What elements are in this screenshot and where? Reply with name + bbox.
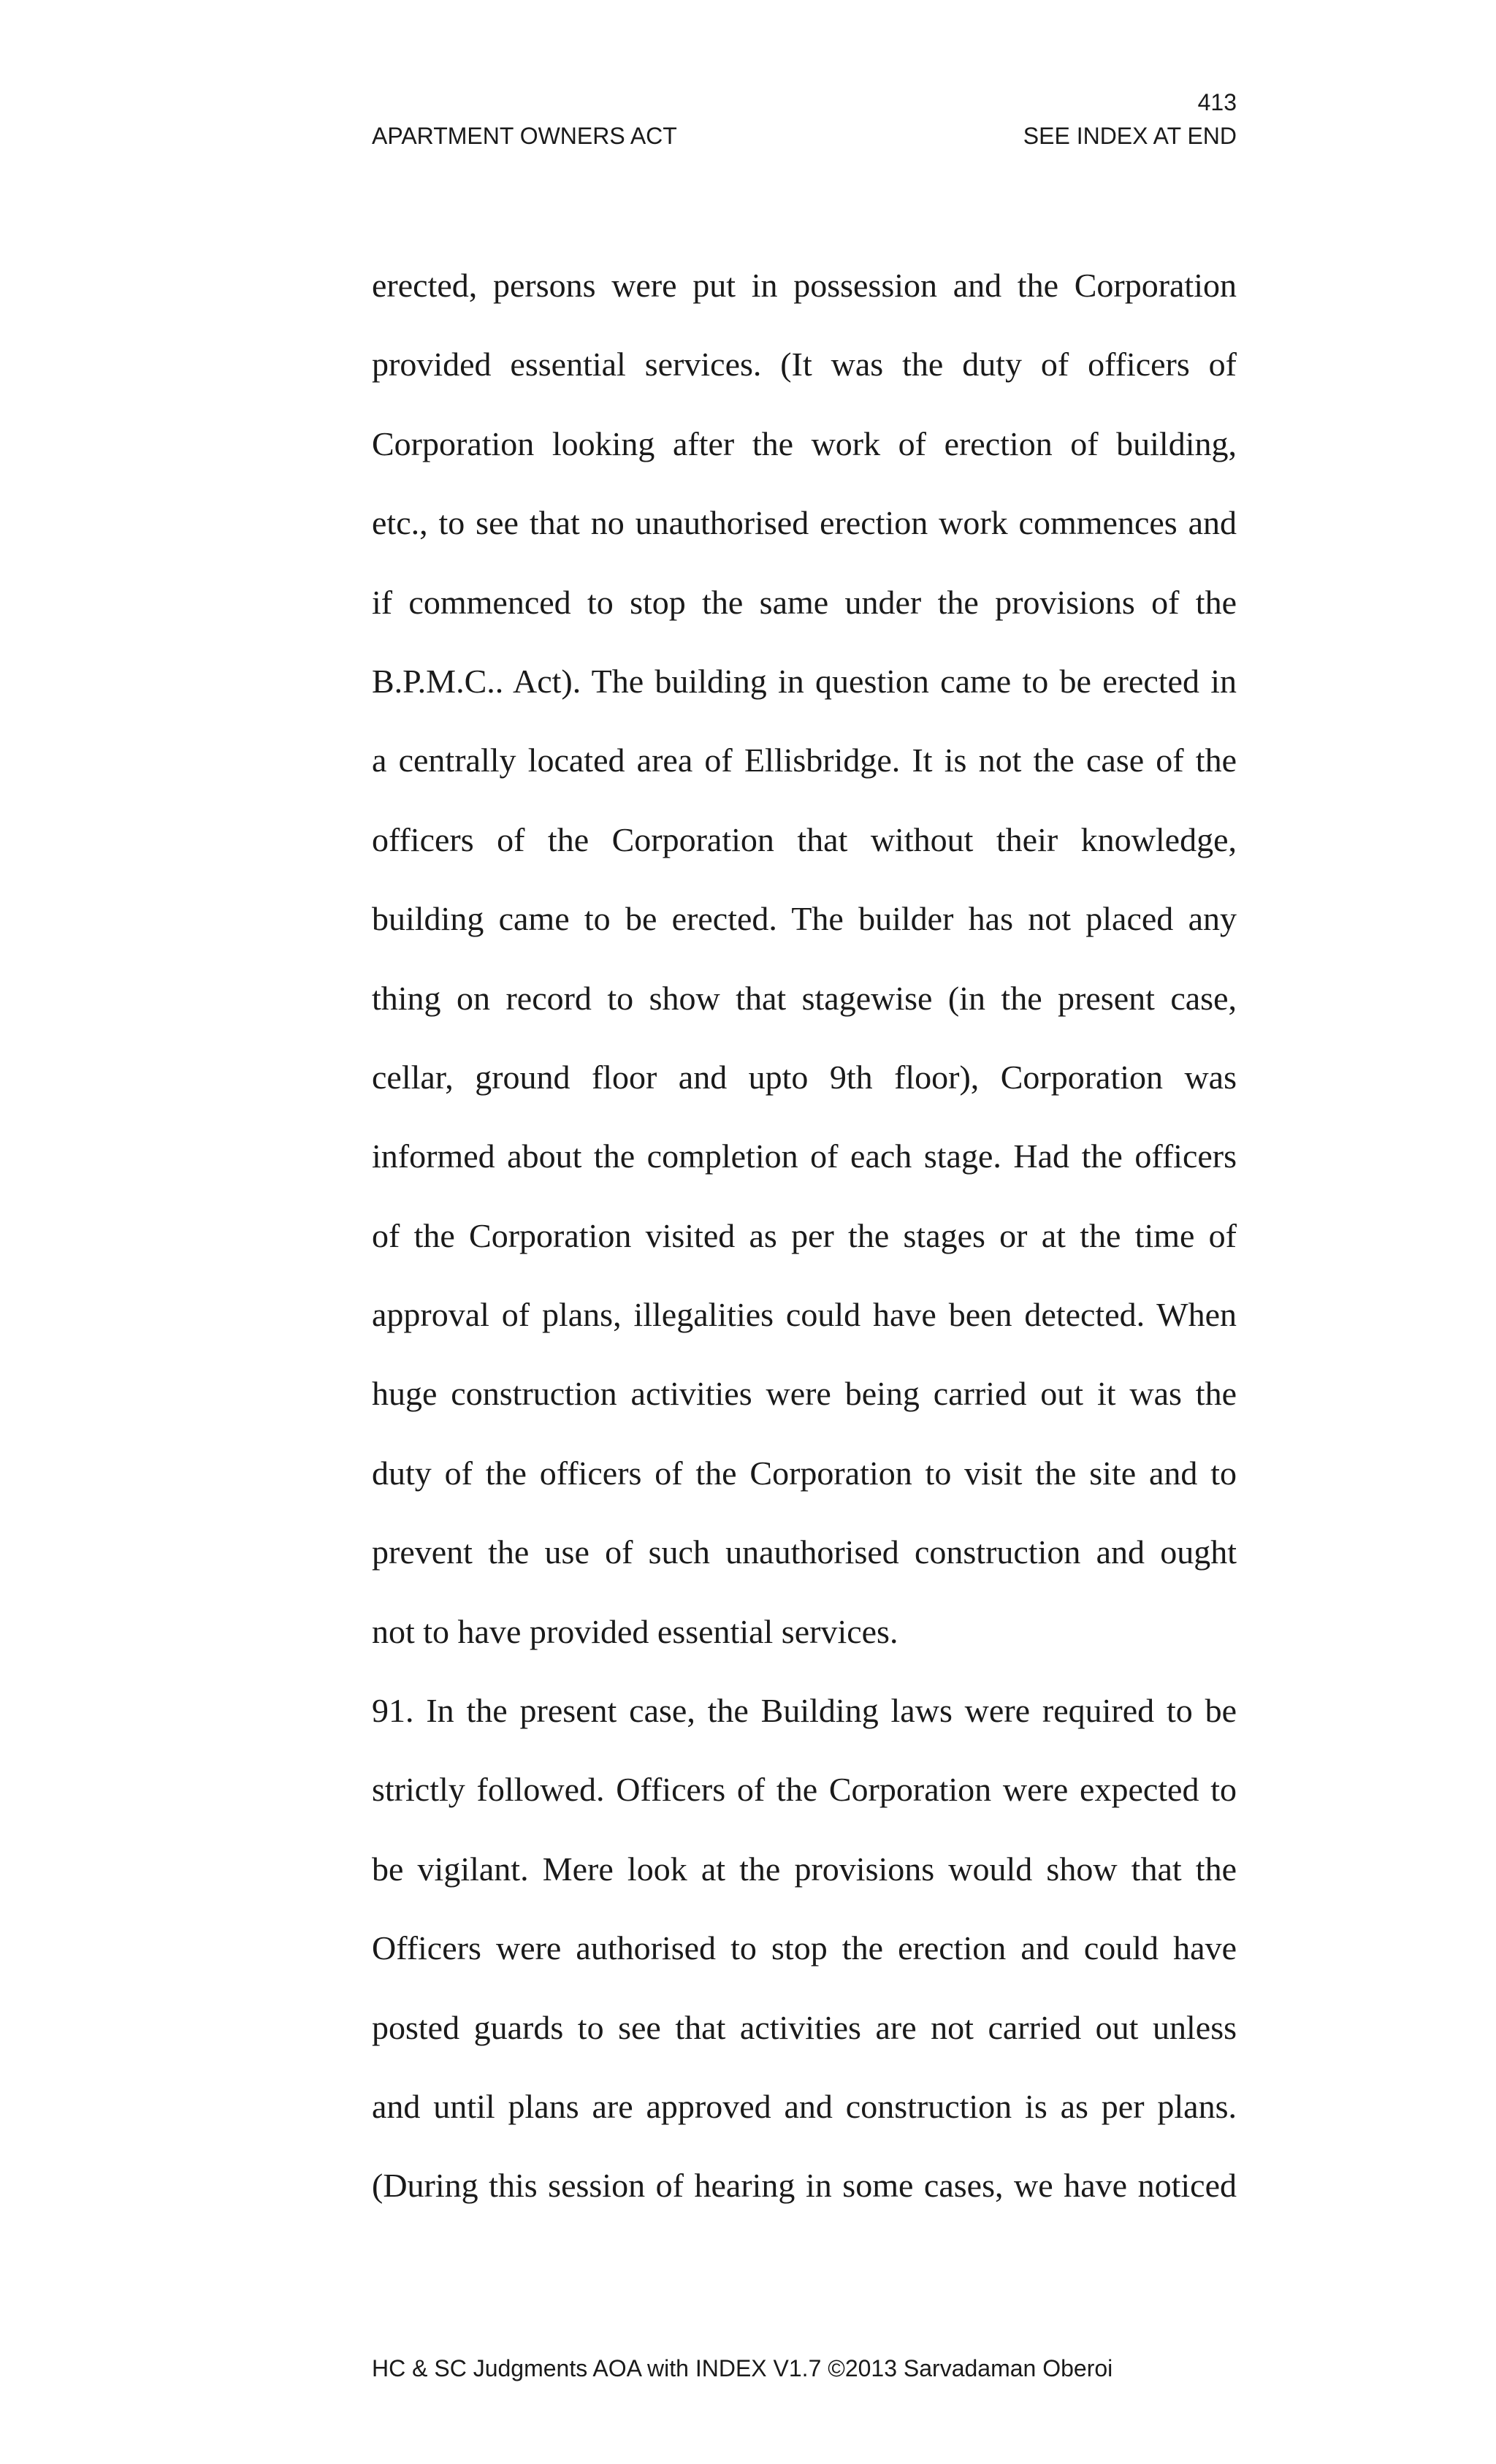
text-line: cellar, ground floor and upto 9th floor), Corporation was bbox=[372, 1058, 1237, 1096]
text-line: of the Corporation visited as per the stages or at the time of bbox=[372, 1216, 1237, 1254]
text-line: provided essential services. (It was the duty of officers of bbox=[372, 346, 1237, 384]
text-line: a centrally located area of Ellisbridge. It is not the case of the bbox=[372, 741, 1237, 779]
text-line: B.P.M.C.. Act). The building in question came to be erected in bbox=[372, 662, 1237, 700]
header-left-title: APARTMENT OWNERS ACT bbox=[372, 123, 677, 149]
text-line: Officers were authorised to stop the erection and could have bbox=[372, 1929, 1237, 1967]
header-right-title: SEE INDEX AT END bbox=[1023, 123, 1237, 149]
page-number: 413 bbox=[1197, 89, 1237, 115]
text-line: informed about the completion of each stage. Had the officers bbox=[372, 1137, 1237, 1175]
text-line: strictly followed. Officers of the Corporation were expected to bbox=[372, 1771, 1237, 1809]
text-line: building came to be erected. The builder has not placed any bbox=[372, 900, 1237, 938]
text-line: approval of plans, illegalities could have been detected. When bbox=[372, 1296, 1237, 1334]
text-line: erected, persons were put in possession and the Corporation bbox=[372, 267, 1237, 304]
text-line: Corporation looking after the work of erection of building, bbox=[372, 424, 1237, 462]
running-header bbox=[372, 120, 1237, 152]
text-line: officers of the Corporation that without their knowledge, bbox=[372, 820, 1237, 858]
text-line: posted guards to see that activities are not carried out unless bbox=[372, 2008, 1237, 2046]
body-text bbox=[372, 260, 1237, 2240]
text-line: prevent the use of such unauthorised construction and ought bbox=[372, 1533, 1237, 1571]
text-line: (During this session of hearing in some cases, we have noticed bbox=[372, 2167, 1237, 2205]
text-line: huge construction activities were being carried out it was the bbox=[372, 1375, 1237, 1413]
text-line: if commenced to stop the same under the provisions of the bbox=[372, 583, 1237, 621]
text-line: duty of the officers of the Corporation to visit the site and to bbox=[372, 1454, 1237, 1492]
text-line: thing on record to show that stagewise (in the present case, bbox=[372, 979, 1237, 1017]
text-line: and until plans are approved and construction is as per plans. bbox=[372, 2087, 1237, 2125]
paragraph-end-line: not to have provided essential services. bbox=[372, 1612, 898, 1650]
text-line: be vigilant. Mere look at the provisions would show that the bbox=[372, 1850, 1237, 1888]
page-footer: HC & SC Judgments AOA with INDEX V1.7 ©2013 Sarvadaman Oberoi bbox=[372, 2355, 1113, 2381]
text-line: 91. In the present case, the Building laws were required to be bbox=[372, 1692, 1237, 1730]
text-line: etc., to see that no unauthorised erection work commences and bbox=[372, 504, 1237, 542]
